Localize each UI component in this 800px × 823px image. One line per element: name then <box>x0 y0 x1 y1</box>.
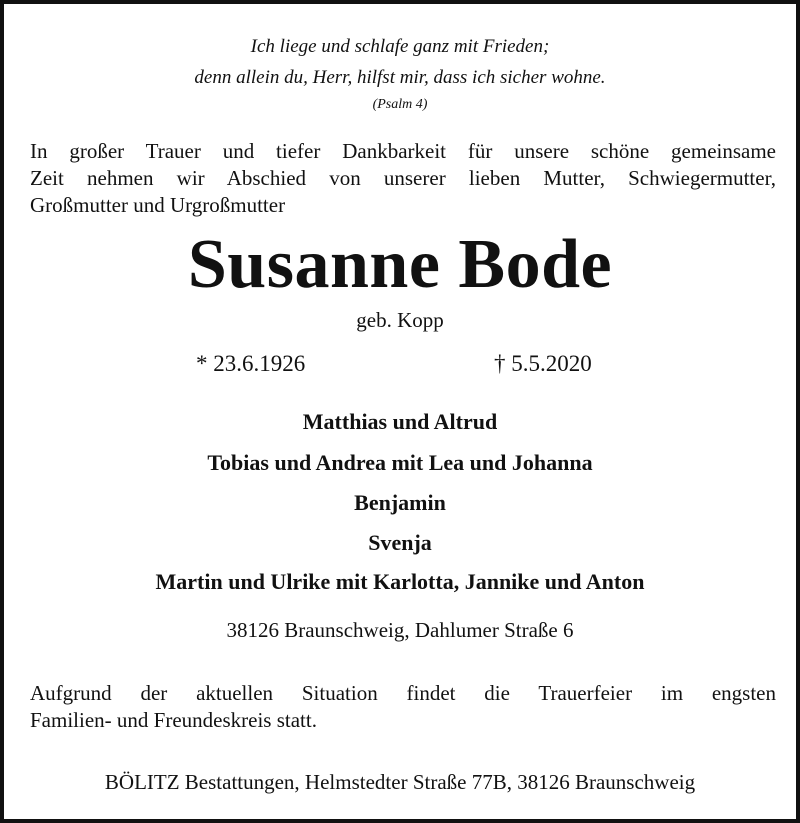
birth-date: * 23.6.1926 <box>196 351 306 376</box>
death-date: † 5.5.2020 <box>494 351 592 376</box>
psalm-verse-line-1: Ich liege und schlafe ganz mit Frieden; <box>250 36 550 57</box>
intro-line-2: Zeit nehmen wir Abschied von unserer lieben Mutter, Schwiegermutter, <box>30 166 776 190</box>
intro-line-3: Großmutter und Urgroßmutter <box>30 193 286 217</box>
intro-line-1: In großer Trauer und tiefer Dankbarkeit für unsere schöne gemeinsame <box>30 139 776 163</box>
deceased-name: Susanne Bode <box>187 226 613 303</box>
intro-text <box>30 138 776 219</box>
undertaker-info: BÖLITZ Bestattungen, Helmstedter Straße 77B, 38126 Braunschweig <box>104 770 696 794</box>
psalm-verse-line-2: denn allein du, Herr, hilfst mir, dass ich sicher wohne. <box>194 67 606 88</box>
mourner-line: Martin und Ulrike mit Karlotta, Jannike und Anton <box>155 569 645 594</box>
family-address: 38126 Braunschweig, Dahlumer Straße 6 <box>226 618 574 642</box>
mourner-line: Tobias und Andrea mit Lea und Johanna <box>207 450 593 475</box>
ceremony-line-2: Familien- und Freundeskreis statt. <box>30 708 317 732</box>
ceremony-notice <box>30 680 776 734</box>
ceremony-line-1: Aufgrund der aktuellen Situation findet die Trauerfeier im engsten <box>30 681 776 705</box>
maiden-name: geb. Kopp <box>356 308 444 332</box>
mourner-line: Svenja <box>368 530 432 555</box>
mourner-line: Matthias und Altrud <box>302 409 498 434</box>
mourner-line: Benjamin <box>354 490 446 515</box>
psalm-reference: (Psalm 4) <box>372 97 428 112</box>
